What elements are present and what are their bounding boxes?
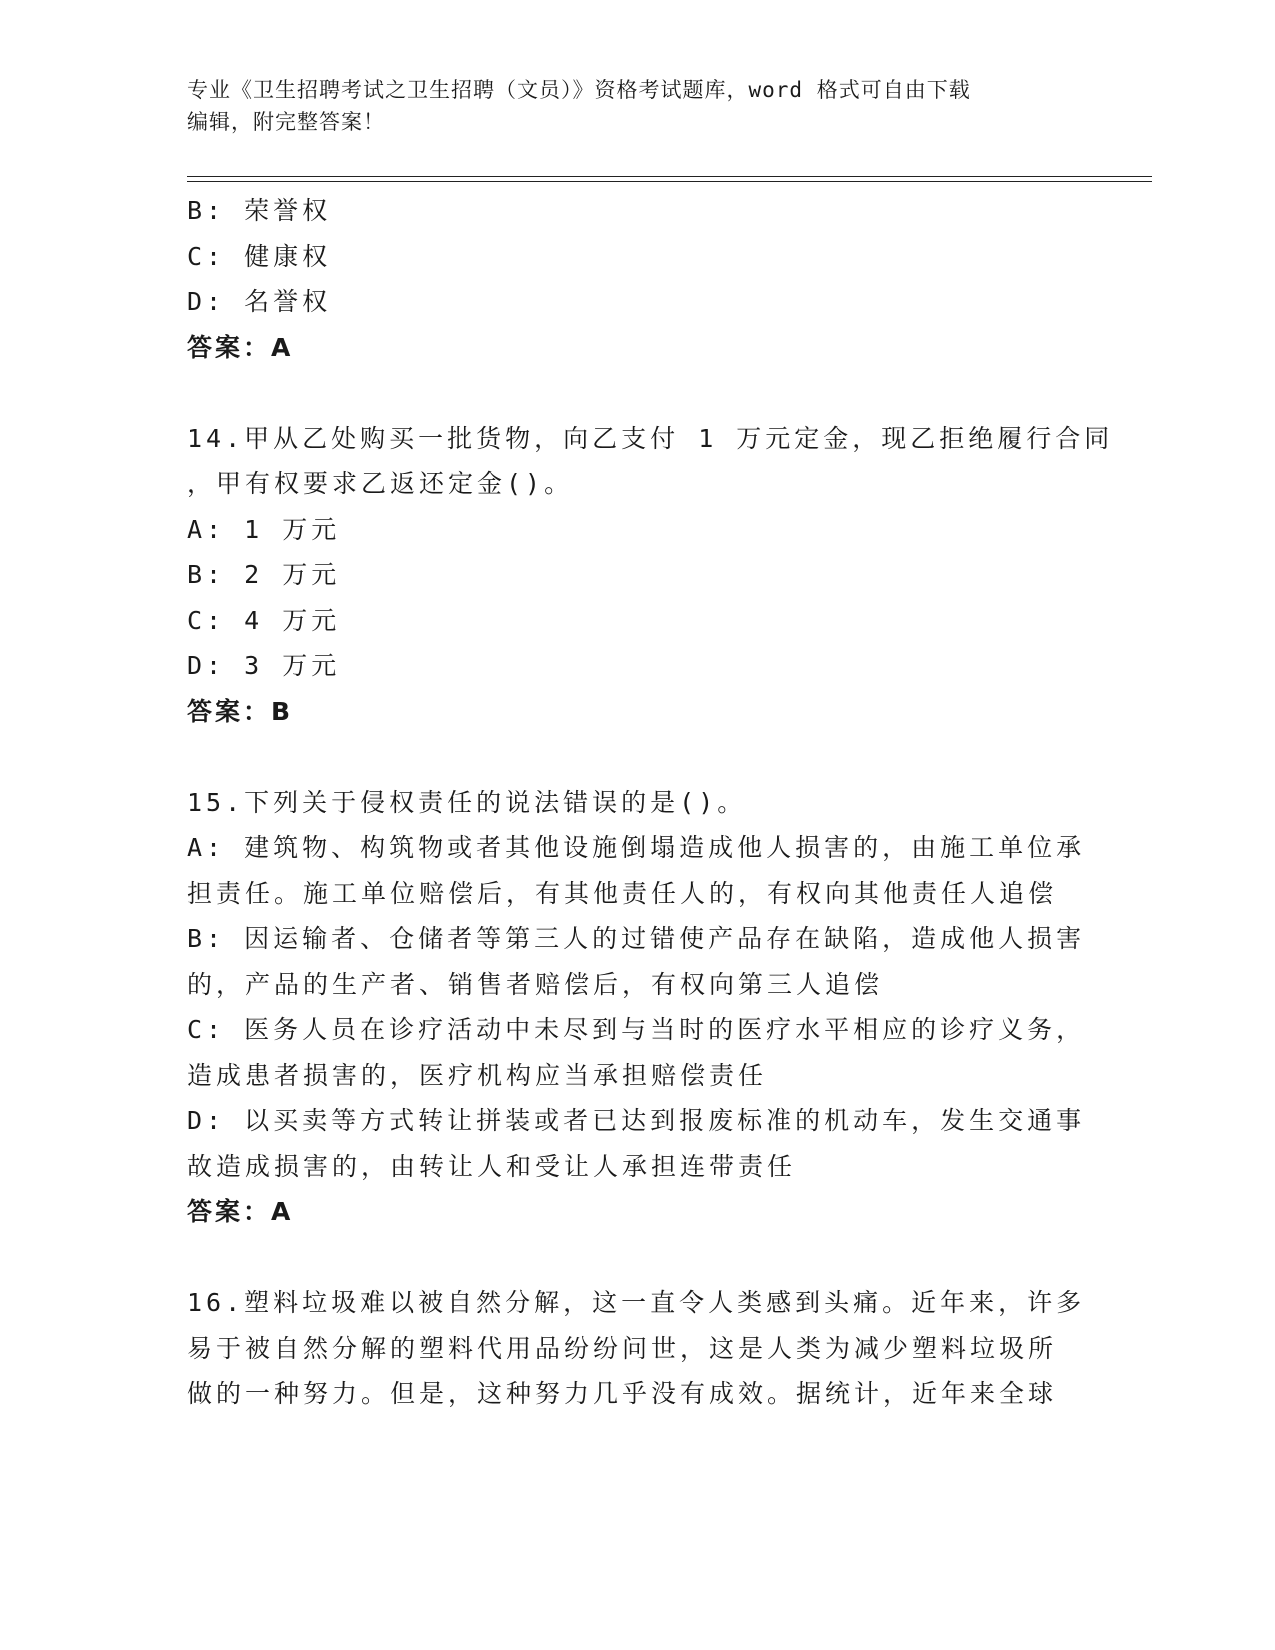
option-c-continued: 造成患者损害的，医疗机构应当承担赔偿责任 [187,1060,768,1090]
option-a-continued: 担责任。施工单位赔偿后，有其他责任人的，有权向其他责任人追偿 [187,878,1058,908]
spacer [187,734,1067,780]
option-b: B: 因运输者、仓储者等第三人的过错使产品存在缺陷，造成他人损害 [187,924,1086,953]
header-line-2: 编辑，附完整答案！ [187,110,385,134]
page-header [187,74,1067,138]
spacer [187,370,1067,416]
question-14 [187,416,1114,735]
header-line-1: 专业《卫生招聘考试之卫生招聘（文员）》资格考试题库，word 格式可自由下载 [187,78,971,102]
question-content [187,188,1114,1417]
question-15 [187,780,1086,1235]
question-13 [187,188,1067,370]
question-16 [187,1280,1086,1417]
option-c: C: 医务人员在诊疗活动中未尽到与当时的医疗水平相应的诊疗义务， [187,1015,1086,1044]
option-c: C: 健康权 [187,241,332,271]
spacer [187,1235,1067,1281]
question-stem: 15.下列关于侵权责任的说法错误的是()。 [187,787,747,817]
option-d: D: 3 万元 [187,651,341,680]
question-stem: 16.塑料垃圾难以被自然分解，这一直令人类感到头痛。近年来，许多 [187,1288,1086,1317]
option-a: A: 建筑物、构筑物或者其他设施倒塌造成他人损害的，由施工单位承 [187,833,1086,862]
option-b: B: 荣誉权 [187,196,332,225]
option-b-continued: 的，产品的生产者、销售者赔偿后，有权向第三人追偿 [187,969,884,999]
answer: 答案：A [187,332,294,362]
answer: 答案：B [187,696,294,726]
option-d: D: 以买卖等方式转让拼装或者已达到报废标准的机动车，发生交通事 [187,1106,1086,1135]
header-divider-top [187,176,1152,177]
option-c: C: 4 万元 [187,605,341,635]
answer: 答案：A [187,1197,294,1226]
question-stem: 做的一种努力。但是，这种努力几乎没有成效。据统计，近年来全球 [187,1379,1058,1408]
question-stem: 14.甲从乙处购买一批货物，向乙支付 1 万元定金，现乙拒绝履行合同 [187,423,1114,453]
option-d-continued: 故造成损害的，由转让人和受让人承担连带责任 [187,1151,797,1181]
question-stem: 易于被自然分解的塑料代用品纷纷问世，这是人类为减少塑料垃圾所 [187,1333,1058,1363]
option-b: B: 2 万元 [187,560,341,589]
question-stem: ，甲有权要求乙返还定金()。 [187,469,574,498]
option-d: D: 名誉权 [187,287,332,316]
header-divider-bottom [187,181,1152,182]
option-a: A: 1 万元 [187,514,341,544]
